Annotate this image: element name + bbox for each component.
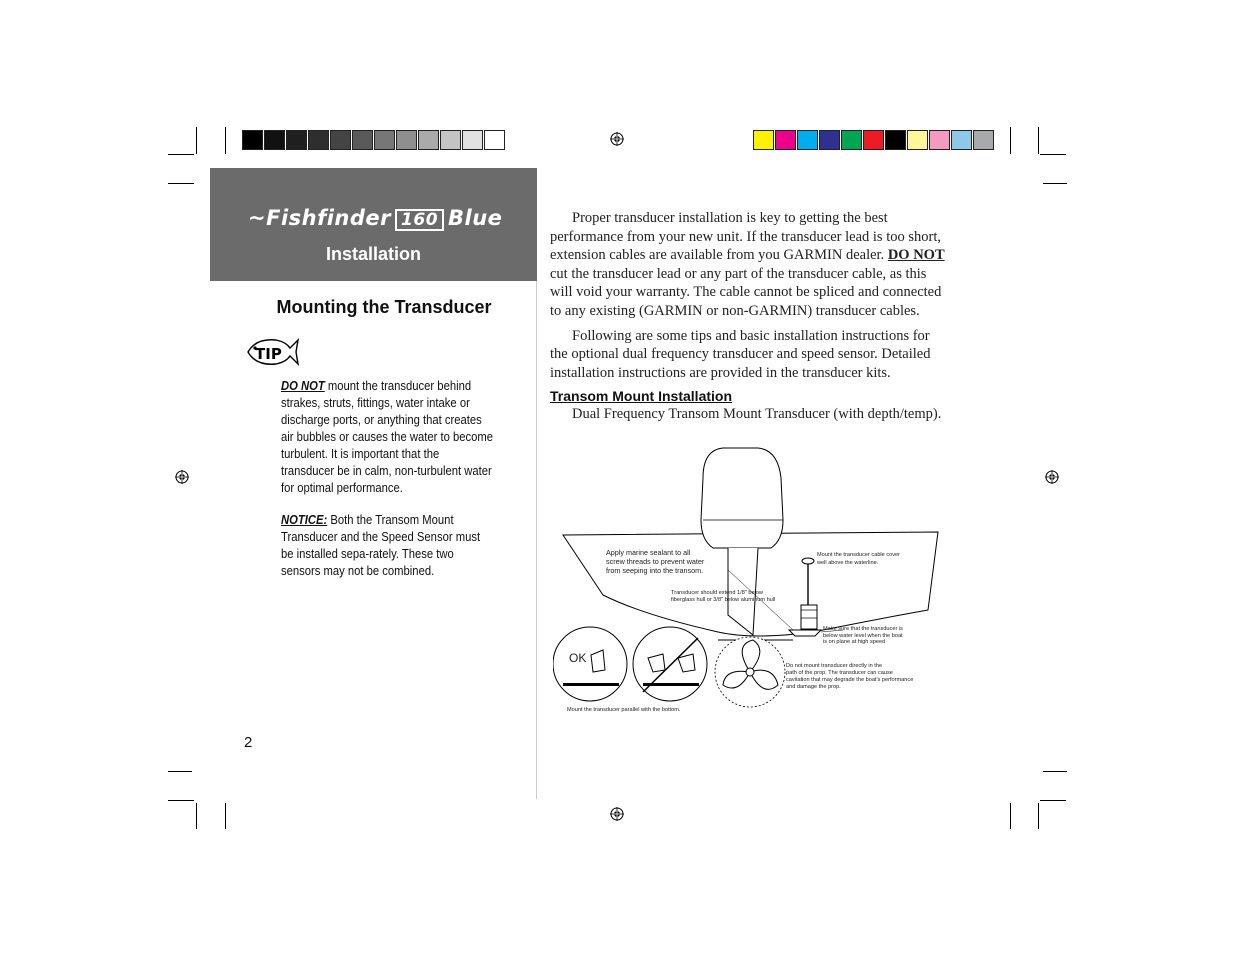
transom-installation-diagram [553, 440, 943, 720]
crop-mark [1010, 127, 1011, 154]
color-swatch [797, 130, 818, 150]
prop-warning-label: path of the prop. The transducer can cause [786, 670, 893, 676]
tips-paragraph: Following are some tips and basic installation instructions for the optional dual frequency transducer and speed sensor. Detailed installation instructions are provided in the transducer kits. [550, 327, 931, 381]
crop-mark [168, 771, 192, 772]
waterline-label: Make sure that the transducer is [823, 626, 903, 632]
crop-mark [168, 800, 194, 801]
tip-note-lead: DO NOT [281, 379, 325, 393]
cable-cover-label: Mount the transducer cable cover [817, 552, 901, 558]
crop-mark [168, 154, 194, 155]
crop-mark [1043, 771, 1067, 772]
notice-lead: NOTICE: [281, 513, 328, 527]
crop-mark [225, 803, 226, 829]
color-swatch [308, 130, 329, 150]
color-swatch [929, 130, 950, 150]
color-swatch [418, 130, 439, 150]
color-swatch [374, 130, 395, 150]
tip-note [281, 378, 493, 497]
crop-mark [225, 127, 226, 154]
sealant-label: Apply marine sealant to all [606, 548, 691, 557]
crop-mark [1038, 127, 1039, 154]
tip-note-text: mount the transducer behind strakes, struts, fittings, water intake or discharge ports, or anything that creates air bubbles or causes the water to become turbulent. It is important that the transducer be in calm, non-turbulent water for optimal performance. [281, 379, 493, 495]
color-swatch [396, 130, 417, 150]
color-swatch [286, 130, 307, 150]
logo-dash-icon: ~ [248, 206, 267, 230]
crop-mark [196, 127, 197, 154]
crop-mark [1040, 154, 1066, 155]
intro-text-a: Proper transducer installation is key to getting the best performance from your new unit. If the transducer lead is too short, extension cables are available from you GARMIN dealer. [550, 210, 941, 264]
color-swatch [440, 130, 461, 150]
parallel-label: Mount the transducer parallel with the bottom. [567, 707, 681, 713]
tip-fish-icon [246, 336, 300, 368]
color-swatch [951, 130, 972, 150]
color-swatch [264, 130, 285, 150]
logo-word-fishfinder: Fishfinder [266, 206, 392, 230]
crop-mark [1038, 803, 1039, 829]
sealant-label: screw threads to prevent water [606, 557, 705, 566]
prop-warning-label: cavitation that may degrade the boat's performance [786, 677, 914, 683]
color-swatch [841, 130, 862, 150]
color-swatch [819, 130, 840, 150]
transom-subheading: Dual Frequency Transom Mount Transducer (with depth/temp). [572, 406, 942, 422]
cable-cover-label: well above the waterline. [817, 560, 879, 566]
ok-mount-circle [553, 627, 627, 701]
transducer-bracket [801, 605, 817, 629]
transom-heading: Transom Mount Installation [550, 388, 733, 404]
intro-text-b: cut the transducer lead or any part of the transducer cable, as this will void your warranty. The cable cannot be spliced and connected to any existing (GARMIN or non-GARMIN) transducer cables. [550, 265, 942, 319]
notice-text: Both the Transom Mount Transducer and the Speed Sensor must be installed sepa-rately. These two sensors may not be combined. [281, 513, 481, 578]
prop-warning-label: Do not mount transducer directly in the [786, 663, 883, 669]
color-swatch [753, 130, 774, 150]
do-not-emphasis: DO NOT [887, 247, 945, 264]
registration-mark-icon [610, 132, 624, 146]
crop-mark [1040, 800, 1066, 801]
crop-mark [1043, 183, 1067, 184]
main-body [550, 209, 950, 388]
chapter-header [210, 168, 537, 281]
page-number: 2 [244, 734, 253, 751]
logo-word-blue: Blue [448, 206, 503, 230]
mounting-heading: Mounting the Transducer [276, 297, 492, 317]
color-swatch [462, 130, 483, 150]
section-title: Installation [325, 244, 421, 264]
color-swatch [775, 130, 796, 150]
color-swatch [242, 130, 263, 150]
color-swatch [484, 130, 505, 150]
registration-mark-icon [610, 807, 624, 821]
extend-label: fiberglass hull or 3/8" below aluminum hull [671, 597, 776, 603]
registration-mark-icon [1045, 470, 1059, 484]
extend-label: Transducer should extend 1/8" below [671, 590, 763, 596]
registration-mark-icon [175, 470, 189, 484]
color-swatch [352, 130, 373, 150]
outboard-motor [701, 448, 783, 548]
color-swatch [863, 130, 884, 150]
crop-mark [1010, 803, 1011, 829]
crop-mark [196, 803, 197, 829]
waterline-label: is on plane at high speed [823, 639, 886, 645]
prop-warning-label: and damage the prop. [786, 684, 841, 690]
tip-label: TIP [255, 345, 282, 363]
product-logo [248, 206, 502, 231]
ok-label: OK [569, 651, 587, 665]
color-swatch [973, 130, 994, 150]
waterline-label: below water level when the boat [823, 633, 903, 639]
notice-note [281, 512, 493, 580]
color-swatch [885, 130, 906, 150]
column-divider [536, 281, 537, 799]
logo-model-badge: 160 [395, 209, 444, 231]
crop-mark [168, 183, 194, 184]
intro-paragraph [550, 209, 950, 321]
color-swatch [907, 130, 928, 150]
color-swatch [330, 130, 351, 150]
sealant-label: from seeping into the transom. [606, 566, 704, 575]
